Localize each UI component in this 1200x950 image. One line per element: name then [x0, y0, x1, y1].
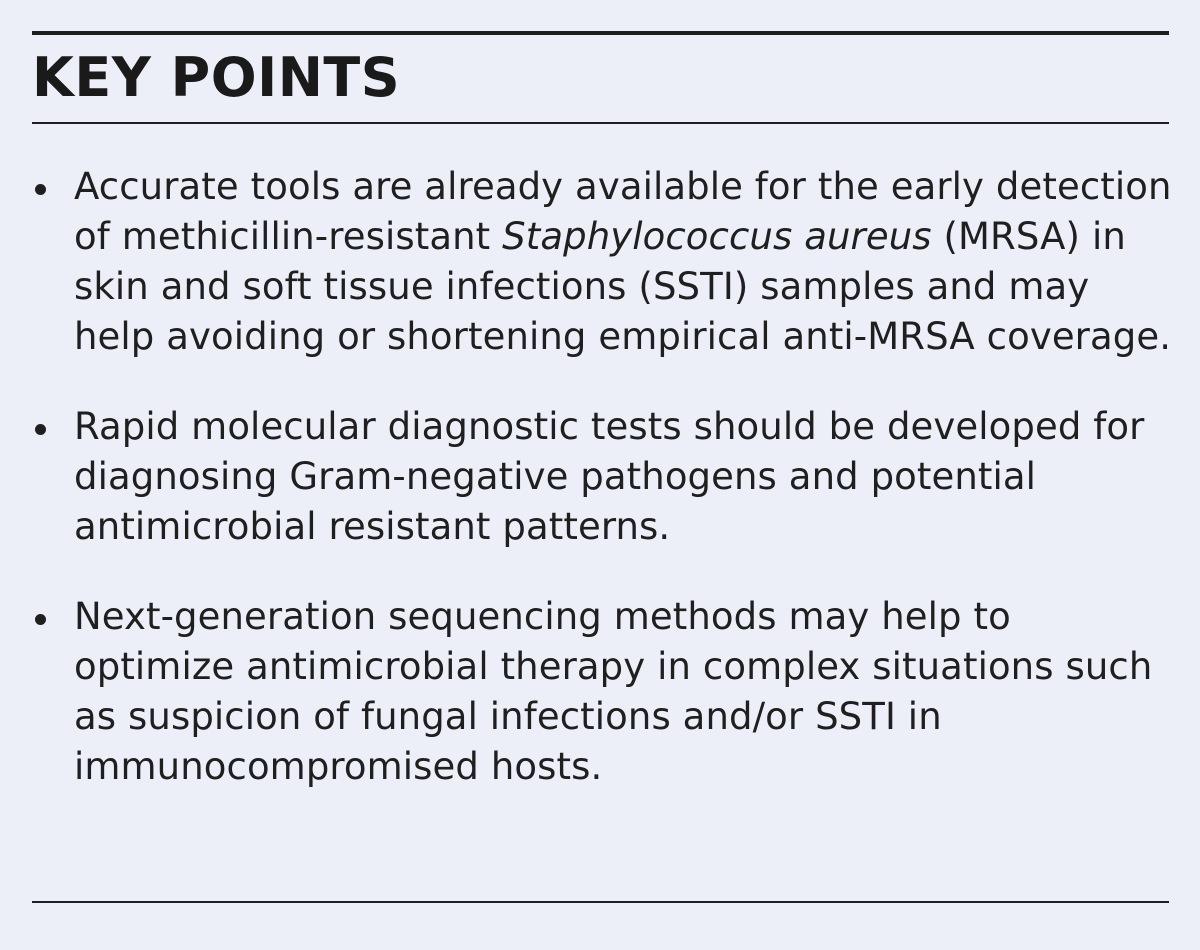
key-point-1-text-start: Accurate tools are already available for the early detection of methicillin-resistant [74, 165, 1172, 258]
key-point-1-text-end: (MRSA) in skin and soft tissue infections (SSTI) samples and may help avoiding or shortening empirical anti-MRSA coverage. [74, 215, 1172, 358]
key-points-heading: KEY POINTS [32, 46, 401, 109]
key-point-2-text: Rapid molecular diagnostic tests should be developed for diagnosing Gram-negative pathogens and potential antimicrobial resistant patterns. [74, 405, 1145, 548]
key-points-list [32, 162, 1172, 792]
key-point-3-text: Next-generation sequencing methods may help to optimize antimicrobial therapy in complex situations such as suspicion of fungal infections and/or SSTI in immunocompromised hosts. [74, 595, 1153, 788]
bottom-border-rule [32, 901, 1169, 903]
bullet-icon [35, 424, 46, 435]
heading-divider [32, 122, 1169, 124]
bullet-icon [35, 614, 46, 625]
key-point-2 [32, 402, 1172, 552]
key-point-1-text [74, 165, 1172, 358]
bullet-icon [35, 184, 46, 195]
species-name: Staphylococcus aureus [502, 215, 932, 258]
key-point-3 [32, 592, 1172, 792]
top-border-rule [32, 31, 1169, 35]
key-point-1 [32, 162, 1172, 362]
